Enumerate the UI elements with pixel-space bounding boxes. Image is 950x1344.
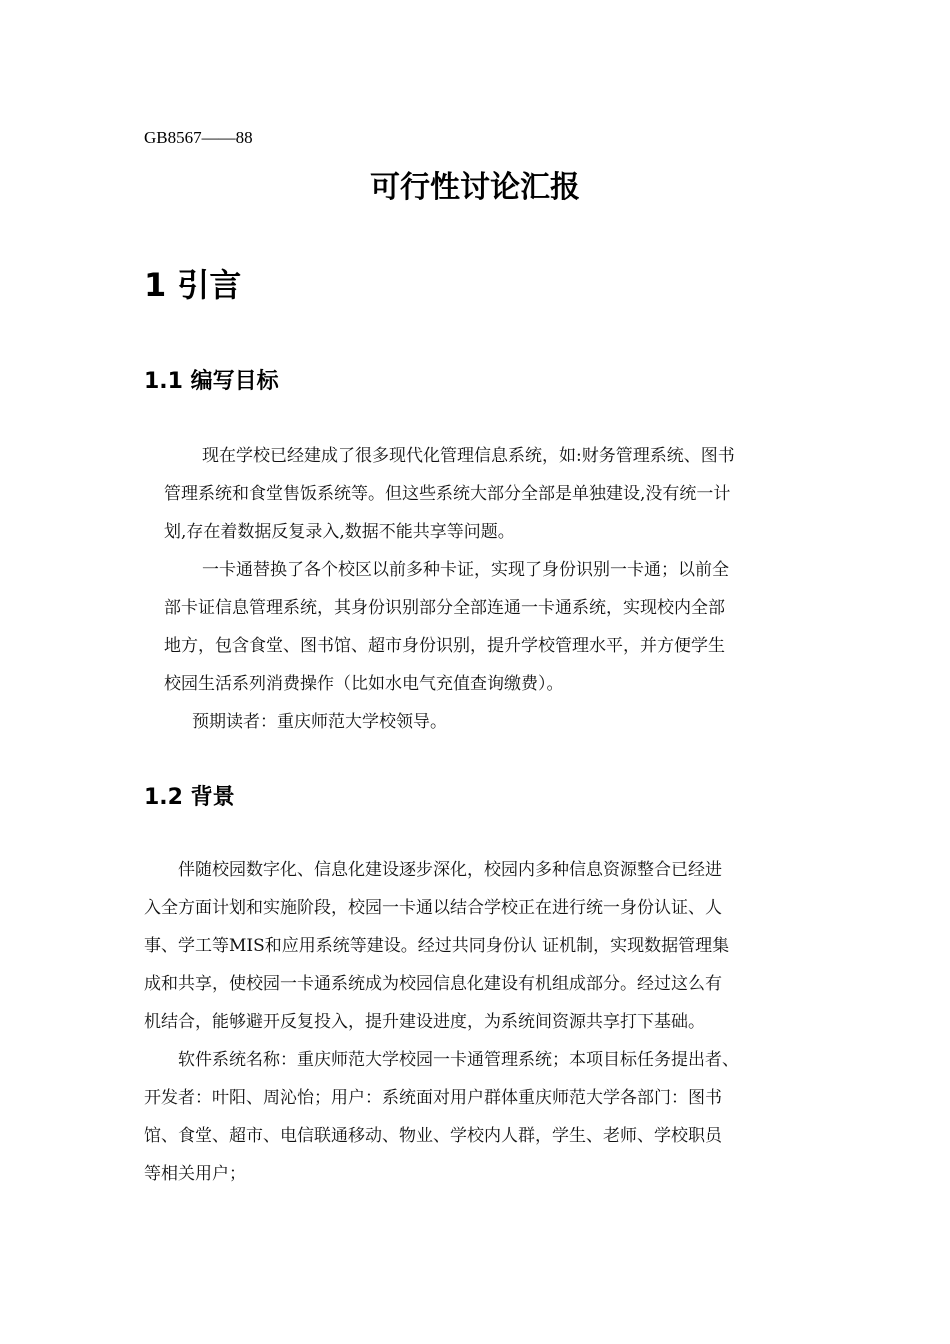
background-paragraphs: [144, 851, 739, 1193]
text-line: 部卡证信息管理系统，其身份识别部分全部连通一卡通系统，实现校内全部: [164, 598, 725, 618]
text-line: 伴随校园数字化、信息化建设逐步深化，校园内多种信息资源整合已经进: [178, 860, 722, 880]
text-line: 校园生活系列消费操作（比如水电气充值查询缴费）。: [164, 674, 564, 694]
text-line: 成和共享，使校园一卡通系统成为校园信息化建设有机组成部分。经过这么有: [144, 974, 722, 994]
subsection-heading-purpose: 1.1 编写目标: [144, 369, 279, 394]
purpose-paragraphs: [164, 437, 735, 741]
text-line: 等相关用户；: [144, 1164, 246, 1184]
text-line: 软件系统名称：重庆师范大学校园一卡通管理系统；本项目标任务提出者、: [178, 1050, 739, 1070]
standard-code: GB8567——88: [144, 128, 253, 147]
text-line: 机结合，能够避开反复投入，提升建设进度，为系统间资源共享打下基础。: [144, 1012, 705, 1032]
text-line: 现在学校已经建成了很多现代化管理信息系统，如:财务管理系统、图书: [202, 446, 735, 466]
text-line: 划,存在着数据反复录入,数据不能共享等问题。: [164, 522, 515, 542]
section-heading-introduction: 1 引言: [144, 266, 242, 304]
text-line: 一卡通替换了各个校区以前多种卡证，实现了身份识别一卡通；以前全: [202, 560, 729, 580]
text-line: 管理系统和食堂售饭系统等。但这些系统大部分全部是单独建设,没有统一计: [164, 484, 731, 504]
text-line: 开发者：叶阳、周沁怡；用户：系统面对用户群体重庆师范大学各部门：图书: [144, 1088, 722, 1108]
subsection-heading-background: 1.2 背景: [144, 785, 235, 810]
text-line: 入全方面计划和实施阶段，校园一卡通以结合学校正在进行统一身份认证、人: [144, 898, 722, 918]
text-line: 地方，包含食堂、图书馆、超市身份识别，提升学校管理水平，并方便学生: [164, 636, 725, 656]
text-line: 预期读者：重庆师范大学校领导。: [192, 712, 447, 732]
text-line: 事、学工等MIS和应用系统等建设。经过共同身份认 证机制，实现数据管理集: [144, 936, 730, 956]
text-line: 馆、食堂、超市、电信联通移动、物业、学校内人群，学生、老师、学校职员: [144, 1126, 722, 1146]
document-title: 可行性讨论汇报: [370, 170, 580, 205]
